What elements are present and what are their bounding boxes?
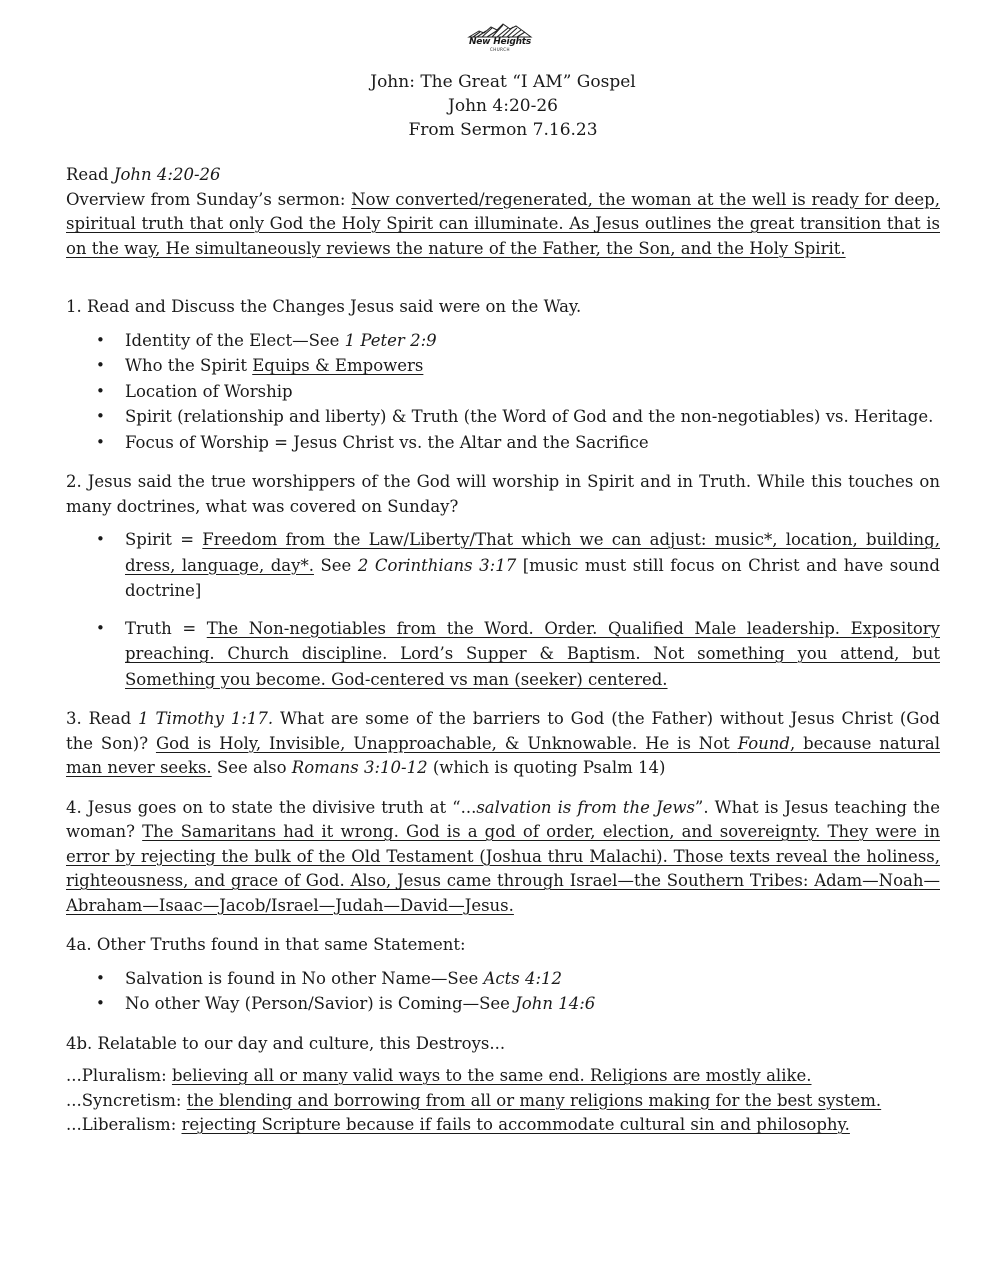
question-2-title: 2. Jesus said the true worshippers of the God will worship in Spirit and in Truth. While this touches on many doctrines, what was covered on Sunday?	[66, 472, 940, 516]
question-2-list	[66, 527, 940, 692]
document-header	[66, 70, 940, 142]
answer-text: God is Holy, Invisible, Unapproachable, & Unknowable. He is Not	[155, 733, 738, 753]
item-answer: Freedom from the Law/Liberty/That which we can adjust: music*, location, building, dress, language, day*.	[125, 530, 940, 575]
answer-emphasis: Found	[737, 733, 790, 753]
list-item	[125, 353, 940, 379]
church-logo	[60, 22, 940, 52]
item-text: See	[313, 555, 358, 575]
item-note: [music must still focus on Christ and have sound doctrine]	[125, 555, 940, 600]
scripture-reference: Romans 3:10-12	[291, 758, 428, 777]
term-definition: the blending and borrowing from all or many religions making for the best system.	[186, 1090, 882, 1110]
mountain-icon	[467, 22, 533, 38]
scripture-reference: 2 Corinthians 3:17	[357, 555, 517, 575]
term-definition: believing all or many valid ways to the same end. Religions are mostly alike.	[171, 1066, 812, 1085]
sermon-date: From Sermon 7.16.23	[408, 120, 598, 140]
item-emphasis: Equips & Empowers	[252, 356, 424, 375]
term-label: ...Syncretism:	[66, 1090, 187, 1110]
answer-text: , because natural man never seeks.	[66, 733, 940, 777]
q3-note: (which is quoting Psalm 14)	[427, 758, 666, 777]
item-text: No other Way (Person/Savior) is Coming—See	[125, 994, 516, 1013]
list-item: • Location of Worship	[125, 379, 940, 405]
scripture-reference: John 14:6	[515, 994, 596, 1013]
scripture-reference: Acts 4:12	[483, 968, 563, 988]
q4-intro: 4. Jesus goes on to state the divisive truth at “...	[66, 797, 477, 817]
syncretism-line	[66, 1089, 940, 1114]
q3-read: 3. Read	[66, 709, 139, 728]
overview-paragraph	[66, 188, 940, 262]
logo-subtitle: CHURCH	[489, 47, 511, 52]
item-text: Who the Spirit	[125, 356, 253, 375]
question-4b-title: 4b. Relatable to our day and culture, this Destroys...	[66, 1033, 506, 1053]
item-text: Identity of the Elect—See	[125, 330, 345, 350]
read-prefix: Read	[66, 165, 114, 184]
logo-name: New Heights	[468, 37, 532, 47]
q4-answer: The Samaritans had it wrong. God is a god of order, election, and sovereignty. They were in error by rejecting the bulk of the Old Testament (Joshua thru Malachi). Those texts reveal the holiness, righteousness, and grace of God. Also, Jesus came through Israel—the Southern Tribes: Adam—Noah—Abraham—Isaac—Jacob/Israel—Judah—David—Jesus.	[66, 822, 940, 915]
question-4a-list	[66, 966, 940, 1017]
term-label: ...Liberalism:	[66, 1115, 182, 1134]
overview-text: Now converted/regenerated, the woman at the well is ready for deep, spiritual truth that only God the Holy Spirit can illuminate. As Jesus outlines the great transition that is on the way, He simultaneously reviews the nature of the Father, the Son, and the Holy Spirit.	[66, 189, 940, 258]
series-title: John: The Great “I AM” Gospel	[370, 72, 636, 92]
scripture-reference: 1 Timothy 1:17.	[138, 709, 274, 728]
q3-question: What are some of the barriers to God (the Father) without Jesus Christ (God the Son)?	[66, 709, 940, 753]
list-item	[125, 966, 940, 992]
read-passage	[66, 163, 940, 188]
read-reference: John 4:20-26	[113, 165, 221, 184]
liberalism-line	[66, 1113, 940, 1138]
list-item: • Spirit (relationship and liberty) & Truth (the Word of God and the non-negotiables) vs. Heritage.	[125, 404, 940, 430]
list-item	[125, 328, 940, 354]
list-item-truth	[125, 616, 940, 693]
item-text: Salvation is found in No other Name—See	[125, 968, 484, 988]
passage-reference: John 4:20-26	[448, 96, 558, 116]
question-3	[66, 707, 940, 781]
question-1-title: 1. Read and Discuss the Changes Jesus said were on the Way.	[66, 297, 582, 316]
item-label: Truth =	[125, 618, 207, 638]
pluralism-line	[66, 1064, 940, 1089]
term-label: ...Pluralism:	[66, 1066, 172, 1085]
question-4a-title: 4a. Other Truths found in that same Statement:	[66, 935, 466, 954]
scripture-reference: 1 Peter 2:9	[344, 330, 437, 350]
q4-quote: salvation is from the Jews	[476, 797, 695, 817]
question-1-list	[66, 328, 940, 456]
question-4	[66, 796, 940, 919]
list-item: • Focus of Worship = Jesus Christ vs. the Altar and the Sacrifice	[125, 430, 940, 456]
item-answer: The Non-negotiables from the Word. Order. Qualified Male leadership. Expository preaching. Church discipline. Lord’s Supper & Baptism. Not something you attend, but Something you become. God-centered vs man (seeker) centered.	[125, 618, 940, 689]
q4-question: ”. What is Jesus teaching the woman?	[66, 797, 940, 841]
list-item-spirit	[125, 527, 940, 604]
item-label: Spirit =	[125, 530, 203, 549]
list-item	[125, 991, 940, 1017]
overview-label: Overview from Sunday’s sermon:	[66, 189, 352, 209]
term-definition: rejecting Scripture because if fails to accommodate cultural sin and philosophy.	[181, 1115, 850, 1134]
q3-see: See also	[211, 758, 292, 777]
